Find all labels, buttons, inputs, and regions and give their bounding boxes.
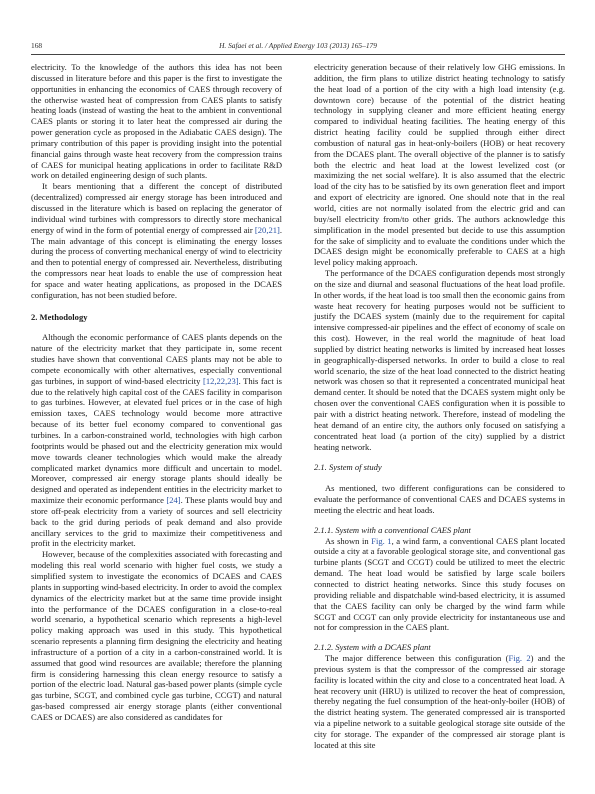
running-head — [31, 40, 565, 52]
journal-citation: H. Safaei et al. / Applied Energy 103 (2013) 165–179 — [219, 41, 377, 50]
citation-reference[interactable]: [12,22,23] — [203, 375, 239, 386]
citation-reference[interactable]: Fig. 2 — [508, 653, 531, 664]
citation-reference[interactable]: Fig. 1 — [371, 535, 392, 546]
body-paragraph: electricity. To the knowledge of the authors this idea has not been discussed in literature before and this paper is the first to investigate the opportunities in enhancing the economics of CAES through recovery of the otherwise wasted heat of compression from CAES plants to satisfy heating loads (instead of wasting the heat to the ambient in conventional CAES plants or storing it to later heat the compressed air during the power generation cycle as proposed in the Adiabatic CAES design). The primary contribution of this paper is providing insight into the potential financial gains through waste heat recovery from the compression trains of CAES for municipal heating applications in order to facilitate R&D work on detailed engineering design of such plants. — [31, 62, 282, 181]
subsection-heading: 2.1. System of study — [314, 462, 382, 473]
section-heading: 2. Methodology — [31, 311, 88, 322]
body-paragraph: As mentioned, two different configurations can be considered to evaluate the performance of conventional CAES and DCAES systems in meeting the electric and heat loads. — [314, 483, 565, 515]
citation-reference[interactable]: [20,21] — [254, 224, 280, 235]
body-paragraph: As shown in Fig. 1, a wind farm, a conventional CAES plant located outside a city at a favorable geological storage site, and conventional gas turbine plants (SCGT and CCGT) could be utilized to meet the electric demand. The heat load would be satisfied by large scale boilers connected to district heating networks. Since this study focuses on providing reliable and dispatchable wind-based electricity, it is assumed that the CAES facility can only be charged by the wind farm while SCGT and CCGT can only provide electricity for instantaneous use and not for compression in the CAES plant. — [314, 535, 565, 633]
page-number: 168 — [31, 41, 43, 50]
body-paragraph: It bears mentioning that a different the concept of distributed (decentralized) compressed air energy storage has been introduced and discussed in the literature which is based on replacing the generator of individual wind turbines with compressors to directly store mechanical energy of wind in the form of potential energy of compressed air [20,21]. The main advantage of this concept is eliminating the energy losses during the process of converting mechanical energy of wind to electricity and then to potential energy of compressed air. Nevertheless, distributing the compressors near heat loads to enable the use of compression heat for space and water heating applications, as proposed in the DCAES configuration, has not been studied before. — [31, 181, 282, 300]
body-paragraph: The performance of the DCAES configuration depends most strongly on the size and diurnal and seasonal fluctuations of the heat load profile. In other words, if the heat load is too small then the economic gains from waste heat recovery for heating purposes would not be sufficient to justify the DCAES system (mainly due to the requirement for capital intensive compressed-air pipelines and the effect of economy of scale on this cost). However, in the real world the magnitude of heat load supplied by district heating networks is limited by increased heat losses in geographically-dispersed networks. In order to build a close to real world scenario, the size of the heat load connected to the district heating network was chosen so that it represented a concentrated municipal heat demand center. It should be noted that the DCAES system might only be chosen over the conventional CAES configuration when it is possible to pair with a district heating network. Therefore, instead of modeling the heat demand of an entire city, the authors only focused on satisfying a concentrated heat load (a portion of the city) supplied by a district heating network. — [314, 268, 565, 452]
two-column-body — [31, 62, 565, 751]
subsubsection-heading: 2.1.2. System with a DCAES plant — [314, 642, 431, 653]
body-paragraph: electricity generation because of their relatively low GHG emissions. In addition, the firm plans to utilize district heating technology to satisfy the heat load of a portion of the city with a high load intensity (e.g. downtown core) because of the potential of the district heating technology in supplying cleaner and more efficient heating energy compared to individual heating facilities. The heating energy of this district heating facility could be supplied through either direct combustion of natural gas in heat-only-boilers (HOB) or heat recovery from the DCAES plant. The overall objective of the planner is to satisfy both the electric and heat load at the lowest levelized cost (or maximizing the net social welfare). It is also assumed that the electric load of the city has to be satisfied by its own generation fleet and import and export of electricity are ignored. One should note that in the real world, cities are not normally isolated from the electric grid and can buy/sell electricity from/to other grids. The authors acknowledge this simplification in the model presented but decide to use this assumption for the sake of simplicity and to evaluate the conditions under which the DCAES design might be economically preferable to CAES at a high level policy making approach. — [314, 62, 565, 268]
left-column — [31, 62, 282, 751]
header-rule — [31, 54, 565, 55]
subsubsection-heading: 2.1.1. System with a conventional CAES plant — [314, 524, 471, 535]
body-paragraph: Although the economic performance of CAES plants depends on the nature of the electricity market that they participate in, some recent studies have shown that conventional CAES plants may not be able to compete economically with other alternatives, especially conventional gas turbines, in support of wind-based electricity [12,22,23]. This fact is due to the relatively high capital cost of the CAES facility in comparison to gas turbines. However, at elevated fuel prices or in the case of high emission taxes, CAES technology would become more attractive because of its better fuel economy compared to conventional gas turbines. In a carbon-constrained world, technologies with high carbon footprints would be phased out and the electricity generation mix would move towards cleaner technologies which would make the already complicated market dynamics more difficult and uncertain to model. Moreover, compressed air energy storage plants should ideally be designed and operated as independent entities in the electricity market to maximize their economic performance [24]. These plants would buy and store off-peak electricity from a variety of sources and sell electricity back to the grid during periods of peak demand and also provide ancillary services to the grid to maximize their competitiveness and profit in the electricity market. — [31, 332, 282, 549]
body-paragraph: However, because of the complexities associated with forecasting and modeling this real world scenario with higher fuel costs, we study a simplified system to investigate the economics of DCAES and CAES plants in supporting wind-based electricity. In order to avoid the complex dynamics of the electricity market but at the same time provide insight into the performance of the DCAES configuration in a close-to-real world scenario, a hypothetical scenario which represents a high-level policy making approach was used in this study. This hypothetical scenario represents a planning firm designing the electricity and heating infrastructure of a portion of a city in a carbon-constrained world. It is assumed that good wind resources are available; therefore the planning firm is considering harnessing this clean energy resource to satisfy a portion of the electric load. Natural gas-based power plants (simple cycle gas turbine, SCGT, and combined cycle gas turbine, CCGT) and natural gas-based compressed air energy storage plants (either conventional CAES or DCAES) are also considered as candidates for — [31, 549, 282, 722]
right-column — [314, 62, 565, 751]
citation-reference[interactable]: [24] — [166, 495, 181, 506]
body-paragraph: The major difference between this configuration (Fig. 2) and the previous system is that the compressor of the compressed air storage facility is located within the city and close to a concentrated heat load. A heat recovery unit (HRU) is utilized to recover the heat of compression, thereby negating the fuel consumption of the heat-only-boiler (HOB) of the district heating system. The generated compressed air is transported via a pipeline network to a suitable geological storage site outside of the city for storage. The expander of the compressed air storage plant is located at this site — [314, 653, 565, 750]
